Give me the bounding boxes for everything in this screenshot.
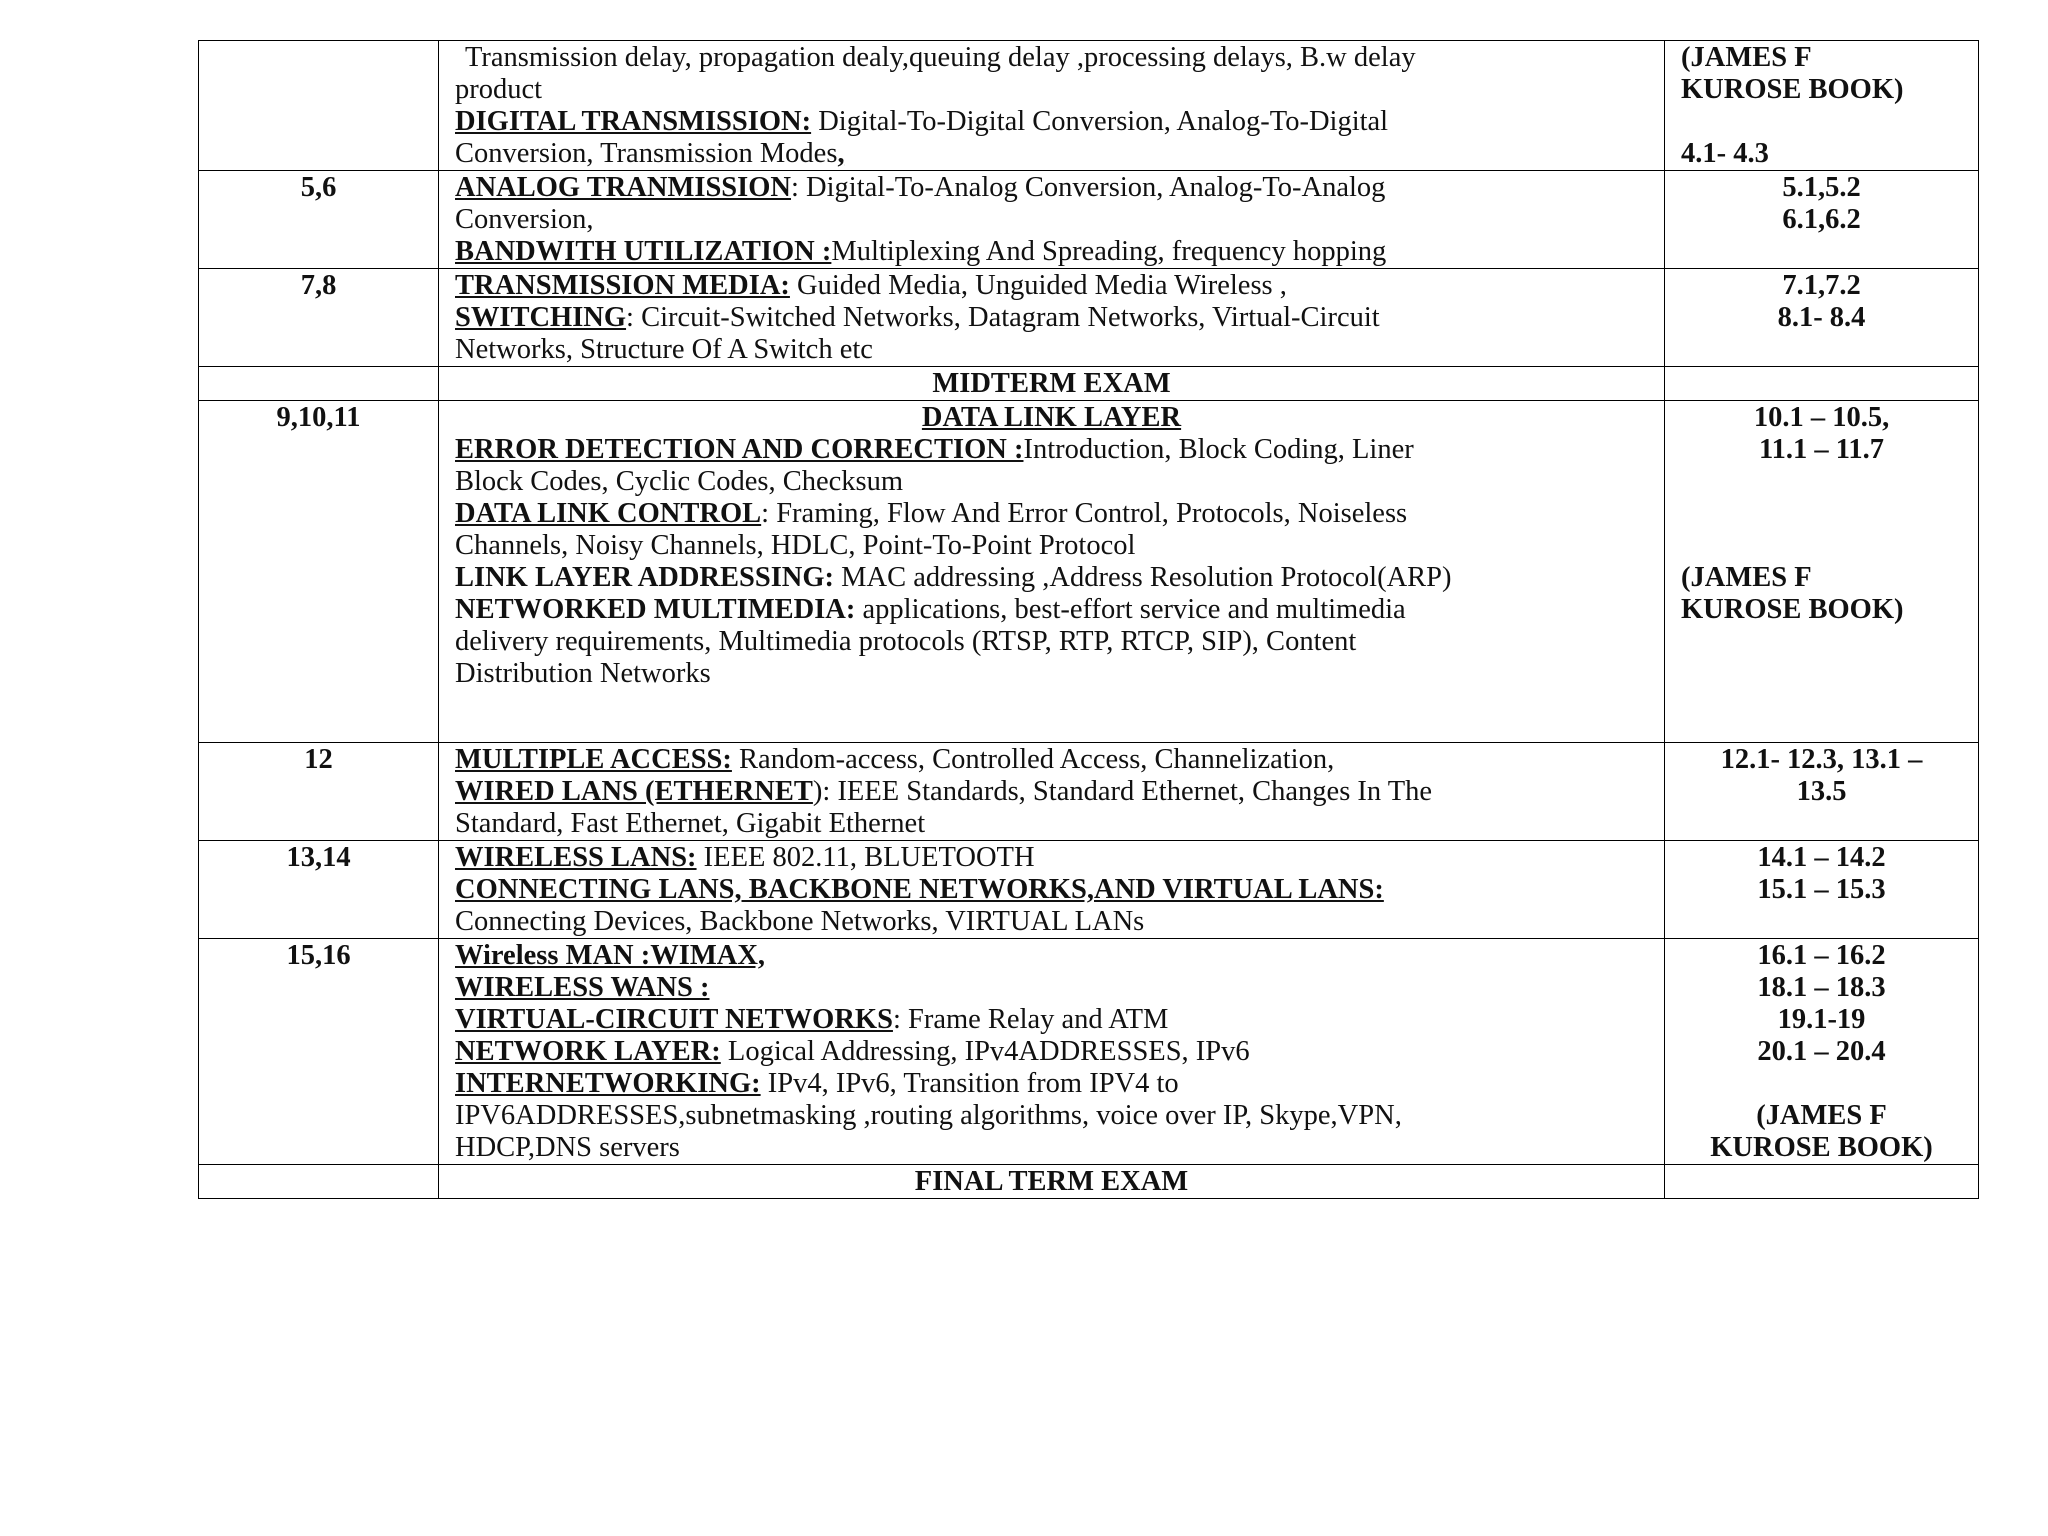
reference-line: 19.1-19 [1777, 1004, 1866, 1035]
topic-text: : Framing, Flow And Error Control, Protocols, Noiseless [761, 498, 1408, 529]
topic-line [455, 466, 1648, 498]
topic-text: Networks, Structure Of A Switch etc [455, 334, 873, 365]
topic-line [455, 530, 1648, 562]
exam-title: MIDTERM EXAM [932, 368, 1171, 399]
course-outline-table [198, 40, 1979, 1199]
topic-heading: MULTIPLE ACCESS: [455, 744, 732, 775]
topic-heading: TRANSMISSION MEDIA: [455, 270, 790, 301]
topic-line [455, 204, 1648, 236]
outline-row [199, 401, 1979, 743]
topic-line [455, 1036, 1648, 1068]
reference-line: 13.5 [1796, 776, 1847, 807]
topic-text: Channels, Noisy Channels, HDLC, Point-To-Point Protocol [455, 530, 1136, 561]
reference-cell [1665, 1165, 1979, 1199]
topic-line [455, 434, 1648, 466]
topic-line [455, 74, 1648, 106]
reference-line: 20.1 – 20.4 [1757, 1036, 1886, 1067]
topic-heading: Wireless MAN :WIMAX, [455, 940, 766, 971]
topic-text: Connecting Devices, Backbone Networks, VIRTUAL LANs [455, 906, 1145, 937]
topic-heading: DATA LINK CONTROL [455, 498, 762, 529]
reference-line: (JAMES F [1681, 42, 1812, 73]
reference-cell [1665, 743, 1979, 841]
reference-line: KUROSE BOOK) [1681, 74, 1904, 105]
reference-cell [1665, 367, 1979, 401]
topic-line [455, 498, 1648, 530]
reference-line: 14.1 – 14.2 [1757, 842, 1886, 873]
reference-cell [1665, 41, 1979, 171]
topic-text: Standard, Fast Ethernet, Gigabit Ethernet [455, 808, 926, 839]
topic-line [455, 808, 1648, 840]
exam-title: FINAL TERM EXAM [914, 1166, 1189, 1197]
week-cell: 5,6 [199, 171, 439, 269]
topic-line [455, 1132, 1648, 1164]
reference-cell [1665, 171, 1979, 269]
topic-text: IPV6ADDRESSES,subnetmasking ,routing algorithms, voice over IP, Skype,VPN, [455, 1100, 1402, 1131]
outline-row [199, 841, 1979, 939]
topic-heading: WIRELESS WANS : [455, 972, 710, 1003]
topic-heading: ERROR DETECTION AND CORRECTION : [455, 434, 1024, 465]
reference-cell [1665, 841, 1979, 939]
topic-text: applications, best-effort service and multimedia [855, 594, 1406, 625]
topic-text: : Frame Relay and ATM [892, 1004, 1169, 1035]
topic-cell [439, 743, 1665, 841]
topic-heading: WIRELESS LANS: [455, 842, 697, 873]
topic-line [455, 972, 1648, 1004]
week-cell: 7,8 [199, 269, 439, 367]
topic-heading: LINK LAYER ADDRESSING: [455, 562, 835, 593]
outline-row [199, 269, 1979, 367]
outline-row [199, 743, 1979, 841]
topic-line [455, 776, 1648, 808]
reference-line: 4.1- 4.3 [1681, 138, 1769, 169]
topic-line [455, 172, 1648, 204]
topic-heading: WIRED LANS (ETHERNET [455, 776, 813, 807]
topic-text: delivery requirements, Multimedia protocols (RTSP, RTP, RTCP, SIP), Content [455, 626, 1357, 657]
outline-row [199, 1165, 1979, 1199]
reference-line [1681, 1068, 1962, 1100]
outline-row [199, 41, 1979, 171]
topic-line [455, 626, 1648, 658]
topic-text: HDCP,DNS servers [455, 1132, 680, 1163]
topic-line [455, 106, 1648, 138]
topic-line [455, 842, 1648, 874]
reference-line: 16.1 – 16.2 [1757, 940, 1886, 971]
topic-line [455, 874, 1648, 906]
reference-book [1681, 562, 1962, 626]
topic-cell [439, 171, 1665, 269]
section-title: DATA LINK LAYER [921, 402, 1182, 433]
topic-line [455, 744, 1648, 776]
topic-text: IPv4, IPv6, Transition from IPV4 to [760, 1068, 1179, 1099]
course-outline-body [199, 41, 1979, 1199]
topic-text: Introduction, Block Coding, Liner [1023, 434, 1414, 465]
topic-heading: ANALOG TRANMISSION [455, 172, 791, 203]
topic-text: Multiplexing And Spreading, frequency hopping [831, 236, 1387, 267]
topic-heading: BANDWITH UTILIZATION : [455, 236, 832, 267]
topic-cell [439, 41, 1665, 171]
topic-text: IEEE 802.11, BLUETOOTH [696, 842, 1035, 873]
week-cell: 12 [199, 743, 439, 841]
topic-line [455, 1100, 1648, 1132]
topic-line [455, 302, 1648, 334]
topic-line [455, 42, 1648, 74]
topic-text: Transmission delay, propagation dealy,queuing delay ,processing delays, B.w delay [465, 42, 1416, 73]
topic-line [455, 658, 1648, 690]
reference-line: 15.1 – 15.3 [1757, 874, 1886, 905]
topic-text: Random-access, Controlled Access, Channelization, [731, 744, 1335, 775]
topic-line [455, 940, 1648, 972]
topic-text: MAC addressing ,Address Resolution Protocol(ARP) [834, 562, 1452, 593]
topic-text: : Circuit-Switched Networks, Datagram Networks, Virtual-Circuit [626, 302, 1380, 333]
topic-text-tail: , [837, 138, 845, 169]
week-cell [199, 41, 439, 171]
reference-line: 11.1 – 11.7 [1758, 434, 1885, 465]
topic-line [455, 1068, 1648, 1100]
reference-line: 10.1 – 10.5, [1753, 402, 1890, 433]
topic-heading: CONNECTING LANS, BACKBONE NETWORKS,AND VIRTUAL LANS: [455, 874, 1384, 905]
topic-text: Conversion, Transmission Modes [455, 138, 838, 169]
reference-line: 18.1 – 18.3 [1757, 972, 1886, 1003]
reference-cell [1665, 401, 1979, 743]
reference-line: 7.1,7.2 [1782, 270, 1861, 301]
reference-line: KUROSE BOOK) [1710, 1132, 1933, 1163]
topic-text: Conversion, [455, 204, 594, 235]
topic-cell [439, 367, 1665, 401]
topic-line [455, 1004, 1648, 1036]
topic-heading: NETWORK LAYER: [455, 1036, 721, 1067]
topic-line [455, 236, 1648, 268]
topic-text: Guided Media, Unguided Media Wireless , [789, 270, 1287, 301]
topic-text: Block Codes, Cyclic Codes, Checksum [455, 466, 904, 497]
week-cell: 13,14 [199, 841, 439, 939]
topic-line [455, 906, 1648, 938]
topic-cell [439, 1165, 1665, 1199]
reference-cell [1665, 269, 1979, 367]
topic-text: : Digital-To-Analog Conversion, Analog-To-Analog [791, 172, 1386, 203]
topic-cell [439, 269, 1665, 367]
topic-line [455, 138, 1648, 170]
reference-line: 12.1- 12.3, 13.1 – [1720, 744, 1923, 775]
topic-text: product [455, 74, 543, 105]
week-cell [199, 367, 439, 401]
topic-text: ): IEEE Standards, Standard Ethernet, Changes In The [812, 776, 1433, 807]
reference-line: (JAMES F [1681, 562, 1812, 593]
reference-line: 6.1,6.2 [1782, 204, 1861, 235]
topic-text: Logical Addressing, IPv4ADDRESSES, IPv6 [720, 1036, 1250, 1067]
topic-line [455, 334, 1648, 366]
topic-text: Digital-To-Digital Conversion, Analog-To-Digital [811, 106, 1389, 137]
topic-heading: DIGITAL TRANSMISSION: [455, 106, 812, 137]
reference-line [1681, 106, 1962, 138]
topic-heading: VIRTUAL-CIRCUIT NETWORKS [455, 1004, 893, 1035]
week-cell [199, 1165, 439, 1199]
outline-row [199, 171, 1979, 269]
outline-row [199, 367, 1979, 401]
topic-line [455, 270, 1648, 302]
topic-cell [439, 939, 1665, 1165]
reference-line: (JAMES F [1756, 1100, 1887, 1131]
week-cell: 9,10,11 [199, 401, 439, 743]
outline-row [199, 939, 1979, 1165]
reference-line: KUROSE BOOK) [1681, 594, 1904, 625]
reference-line: 5.1,5.2 [1782, 172, 1861, 203]
topic-cell [439, 841, 1665, 939]
topic-heading: SWITCHING [455, 302, 627, 333]
topic-line [455, 562, 1648, 594]
topic-text: Distribution Networks [455, 658, 711, 689]
topic-line [455, 594, 1648, 626]
week-cell: 15,16 [199, 939, 439, 1165]
topic-heading: NETWORKED MULTIMEDIA: [455, 594, 856, 625]
reference-cell [1665, 939, 1979, 1165]
reference-line: 8.1- 8.4 [1777, 302, 1866, 333]
topic-cell [439, 401, 1665, 743]
topic-heading: INTERNETWORKING: [455, 1068, 761, 1099]
